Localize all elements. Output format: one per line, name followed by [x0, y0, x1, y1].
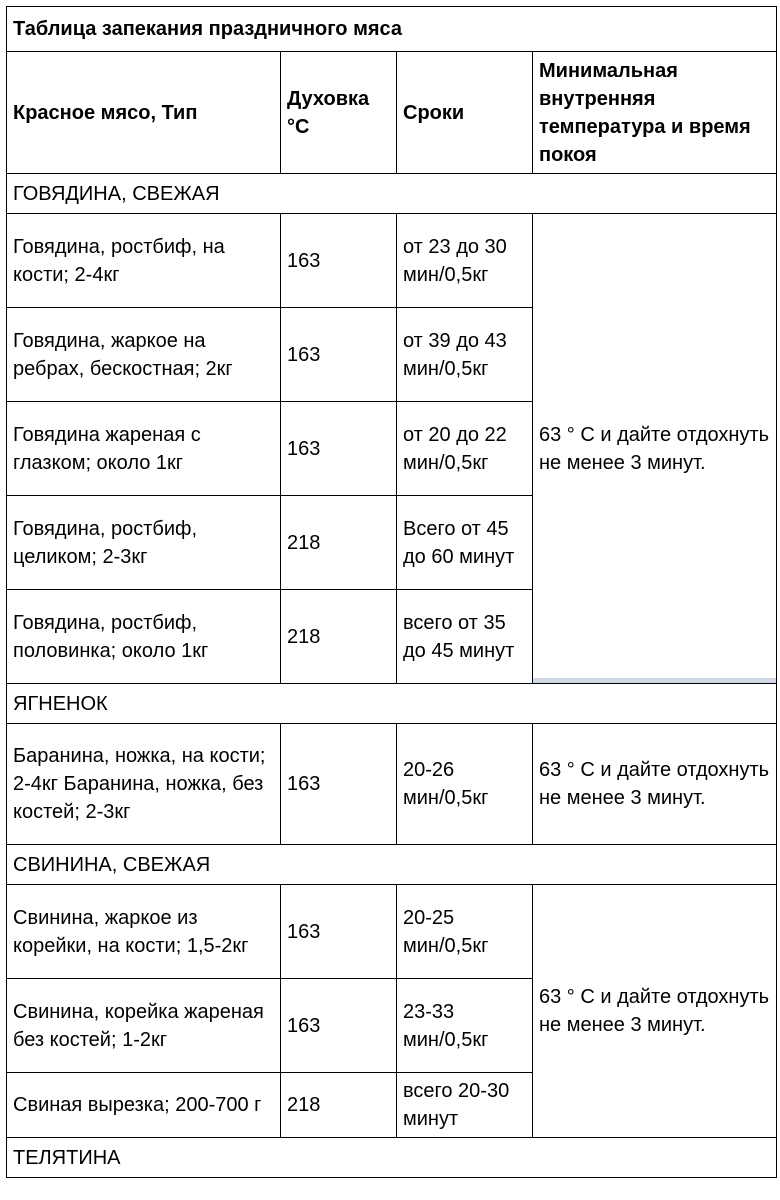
cell-time: Всего от 45 до 60 минут — [397, 496, 533, 590]
section-row-lamb — [7, 684, 777, 724]
header-time: Сроки — [397, 52, 533, 174]
cell-oven: 218 — [281, 1073, 397, 1138]
cell-time: от 39 до 43 мин/0,5кг — [397, 308, 533, 402]
cell-time: 20-26 мин/0,5кг — [397, 724, 533, 845]
table-row — [7, 214, 777, 308]
rest-temp-text: 63 ° C и дайте отдохнуть не менее 3 минут. — [539, 423, 770, 474]
section-veal: ТЕЛЯТИНА — [7, 1138, 777, 1178]
table-row — [7, 885, 777, 979]
cell-oven: 163 — [281, 885, 397, 979]
cell-time: всего от 35 до 45 минут — [397, 590, 533, 684]
cell-rest-temp: 63 ° C и дайте отдохнуть не менее 3 минут. — [533, 724, 777, 845]
cell-type: Свиная вырезка; 200-700 г — [7, 1073, 281, 1138]
cell-time: 23-33 мин/0,5кг — [397, 979, 533, 1073]
cell-type: Баранина, ножка, на кости; 2-4кг Баранина, ножка, без костей; 2-3кг — [7, 724, 281, 845]
cell-type: Говядина, жаркое на ребрах, бескостная; 2кг — [7, 308, 281, 402]
header-row — [7, 52, 777, 174]
cell-oven: 163 — [281, 402, 397, 496]
header-oven: Духовка °C — [281, 52, 397, 174]
cell-rest-temp: 63 ° C и дайте отдохнуть не менее 3 минут. — [533, 885, 777, 1138]
cell-type: Свинина, жаркое из корейки, на кости; 1,5-2кг — [7, 885, 281, 979]
cell-oven: 163 — [281, 979, 397, 1073]
cell-type: Свинина, корейка жареная без костей; 1-2кг — [7, 979, 281, 1073]
table-row — [7, 724, 777, 845]
cell-type: Говядина, ростбиф, половинка; около 1кг — [7, 590, 281, 684]
cell-type: Говядина жареная с глазком; около 1кг — [7, 402, 281, 496]
title-row — [7, 7, 777, 52]
cell-oven: 218 — [281, 590, 397, 684]
section-row-pork — [7, 845, 777, 885]
section-beef: ГОВЯДИНА, СВЕЖАЯ — [7, 174, 777, 214]
cell-type: Говядина, ростбиф, целиком; 2-3кг — [7, 496, 281, 590]
cell-type: Говядина, ростбиф, на кости; 2-4кг — [7, 214, 281, 308]
cell-time: 20-25 мин/0,5кг — [397, 885, 533, 979]
section-lamb: ЯГНЕНОК — [7, 684, 777, 724]
cell-oven: 163 — [281, 724, 397, 845]
cell-time: от 20 до 22 мин/0,5кг — [397, 402, 533, 496]
section-row-beef — [7, 174, 777, 214]
cell-shade — [533, 678, 776, 683]
header-type: Красное мясо, Тип — [7, 52, 281, 174]
cell-time: всего 20-30 минут — [397, 1073, 533, 1138]
section-pork: СВИНИНА, СВЕЖАЯ — [7, 845, 777, 885]
cell-time: от 23 до 30 мин/0,5кг — [397, 214, 533, 308]
cell-oven: 163 — [281, 214, 397, 308]
roasting-table — [6, 6, 777, 1178]
cell-rest-temp — [533, 214, 777, 684]
table-title: Таблица запекания праздничного мяса — [7, 7, 777, 52]
section-row-veal — [7, 1138, 777, 1178]
cell-oven: 163 — [281, 308, 397, 402]
header-temp: Минимальная внутренняя температура и время покоя — [533, 52, 777, 174]
cell-oven: 218 — [281, 496, 397, 590]
